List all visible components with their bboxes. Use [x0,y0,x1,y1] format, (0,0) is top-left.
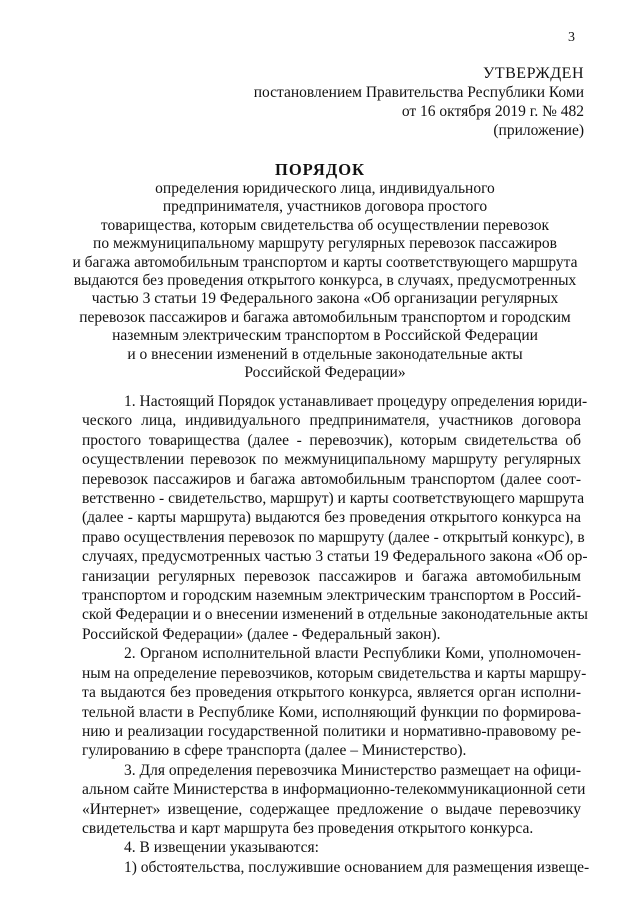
document-subtitle [60,180,590,382]
body-line: «Интернет» извещение, содержащее предложение о выдаче перевозчику [82,800,581,818]
body-line: нию и реализации государственной политики и нормативно-правовому ре- [82,722,581,740]
body-line: ветственно - свидетельство, маршрут) и карты соответствующего маршрута [82,490,585,508]
subtitle-line: и багажа автомобильным транспортом и карты соответствующего маршрута [72,253,578,271]
page-number: 3 [568,30,575,45]
body-line: транспортом и городским наземным электрическим транспортом в Россий- [82,587,581,605]
body-line: ской Федерации и о внесении изменений в отдельные законодательные акты [82,606,588,624]
document-body [82,392,590,877]
body-line: 1. Настоящий Порядок устанавливает процедуру определения юриди- [124,393,588,410]
subtitle-line: предпринимателя, участников договора простого [162,198,488,216]
body-line: перевозок пассажиров и багажа автомобильным транспортом (далее соот- [82,470,581,488]
subtitle-line: наземным электрическим транспортом в Российской Федерации [112,327,538,345]
body-line: случаях, предусмотренных частью 3 статьи 19 Федерального закона «Об ор- [82,548,588,566]
body-line: гулированию в сфере транспорта (далее – Министерство). [82,742,467,760]
body-line: 3. Для определения перевозчика Министерство размещает на офици- [124,761,581,779]
subtitle-line: по межмуниципальному маршруту регулярных перевозок пассажиров [93,235,557,253]
body-line: тельной власти в Республике Коми, исполняющий функции по формирова- [82,703,581,721]
approval-line-date: от 16 октября 2019 г. № 482 [401,103,584,120]
body-line: 4. В извещении указываются: [124,839,319,857]
body-line: та выдаются без проведения открытого конкурса, является орган исполни- [82,684,581,702]
subtitle-line: перевозок пассажиров и багажа автомобильным транспортом и городским [79,308,571,326]
document-title: ПОРЯДОК [275,160,365,179]
body-line: осуществлении перевозок по межмуниципальному маршруту регулярных [82,451,581,469]
subtitle-line: выдаются без проведения открытого конкурса, в случаях, предусмотренных [73,272,577,290]
body-line: 1) обстоятельства, послужившие основанием для размещения извеще- [124,858,590,876]
body-line: право осуществления перевозок по маршруту (далее - открытый конкурс), в [82,528,585,546]
body-line: альном сайте Министерства в информационно-телекоммуникационной сети [82,781,586,799]
body-line: ческого лица, индивидуального предпринимателя, участников договора [82,412,581,430]
subtitle-line: определения юридического лица, индивидуального [155,180,495,197]
subtitle-line: и о внесении изменений в отдельные законодательные акты [127,345,523,363]
body-line: ным на определение перевозчиков, которым свидетельства и карты маршру- [82,664,587,682]
body-line: простого товарищества (далее - перевозчик), которым свидетельства об [82,431,581,449]
approval-line-decree: постановлением Правительства Республики Коми [253,84,584,101]
body-line: 2. Органом исполнительной власти Республики Коми, уполномочен- [124,645,581,663]
subtitle-line: частью 3 статьи 19 Федерального закона «Об организации регулярных [91,290,559,308]
approval-block [204,64,584,140]
subtitle-line: Российской Федерации» [244,364,406,382]
approval-line-appendix: (приложение) [493,122,584,139]
body-line: Российской Федерации» (далее - Федеральный закон). [82,625,441,643]
body-line: свидетельства и карт маршрута без проведения открытого конкурса. [82,819,534,837]
approved-heading: УТВЕРЖДЕН [483,65,584,82]
subtitle-line: товарищества, которым свидетельства об осуществлении перевозок [100,216,550,234]
body-line: (далее - карты маршрута) выдаются без проведения открытого конкурса на [82,509,581,527]
body-line: ганизации регулярных перевозок пассажиров и багажа автомобильным [82,567,581,585]
